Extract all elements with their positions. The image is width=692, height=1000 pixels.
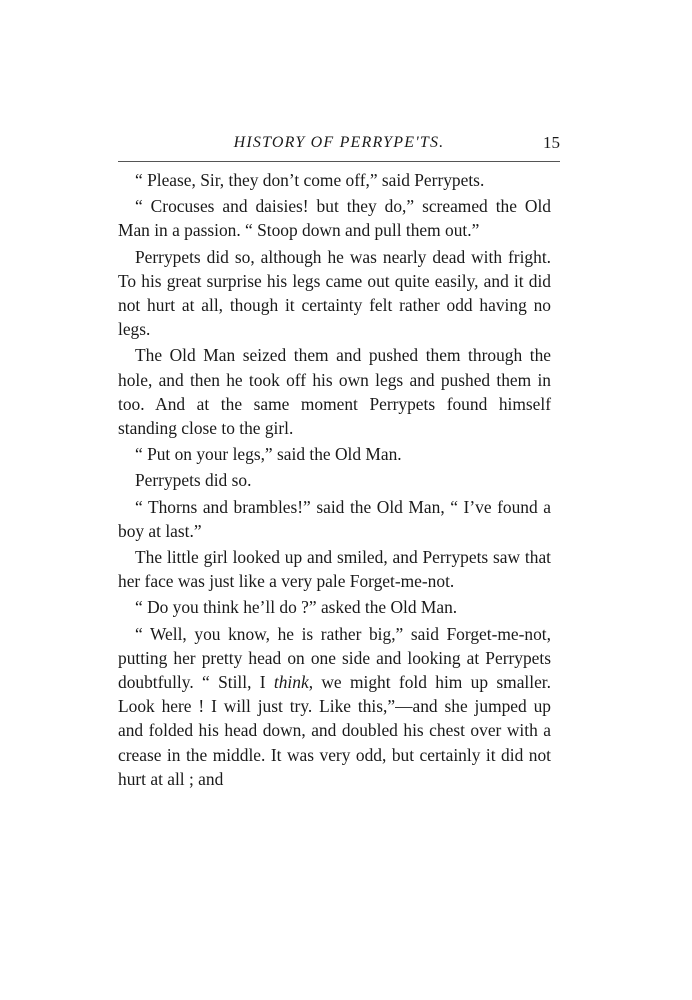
paragraph: The little girl looked up and smiled, and Perrypets saw that her face was just like a very pale Forget-me-not. [118, 547, 551, 592]
body-text [118, 168, 551, 793]
paragraph [118, 622, 551, 791]
paragraph: “ Put on your legs,” said the Old Man. [135, 444, 402, 465]
paragraph: “ Crocuses and daisies! but they do,” screamed the Old Man in a passion. “ Stoop down and pull them out.” [118, 196, 551, 241]
paragraph: Perrypets did so. [135, 470, 252, 491]
emphasized-word: think [273, 672, 309, 693]
paragraph: “ Do you think he’ll do ?” asked the Old Man. [135, 597, 458, 618]
running-title: HISTORY OF PERRYPE'TS. [233, 134, 445, 151]
paragraph: The Old Man seized them and pushed them through the hole, and then he took off his own legs and pushed them in too. And at the same moment Perrypets found himself standing close to the girl. [118, 345, 551, 439]
page-number: 15 [543, 133, 560, 152]
paragraph: Perrypets did so, although he was nearly dead with fright. To his great surprise his legs came out quite easily, and it did not hurt at all, though it certainty felt rather odd having no legs. [118, 246, 551, 340]
paragraph-text: , we might fold him up smaller. Look here ! I will just try. Like this,”—and she jumped up and folded his head down, and doubled his chest over with a crease in the middle. It was very odd, but certainly it did not hurt at all ; and [118, 672, 551, 789]
paragraph: “ Thorns and brambles!” said the Old Man, “ I’ve found a boy at last.” [118, 496, 551, 541]
paragraph: “ Please, Sir, they don’t come off,” said Perrypets. [135, 170, 485, 190]
running-head [118, 131, 560, 155]
paragraph-text: “ Well, you know, he is rather big,” said Forget-me-not, putting her pretty head on one side and looking at Perrypets doubtfully. “ Still, I [118, 623, 551, 693]
header-rule [118, 161, 560, 162]
